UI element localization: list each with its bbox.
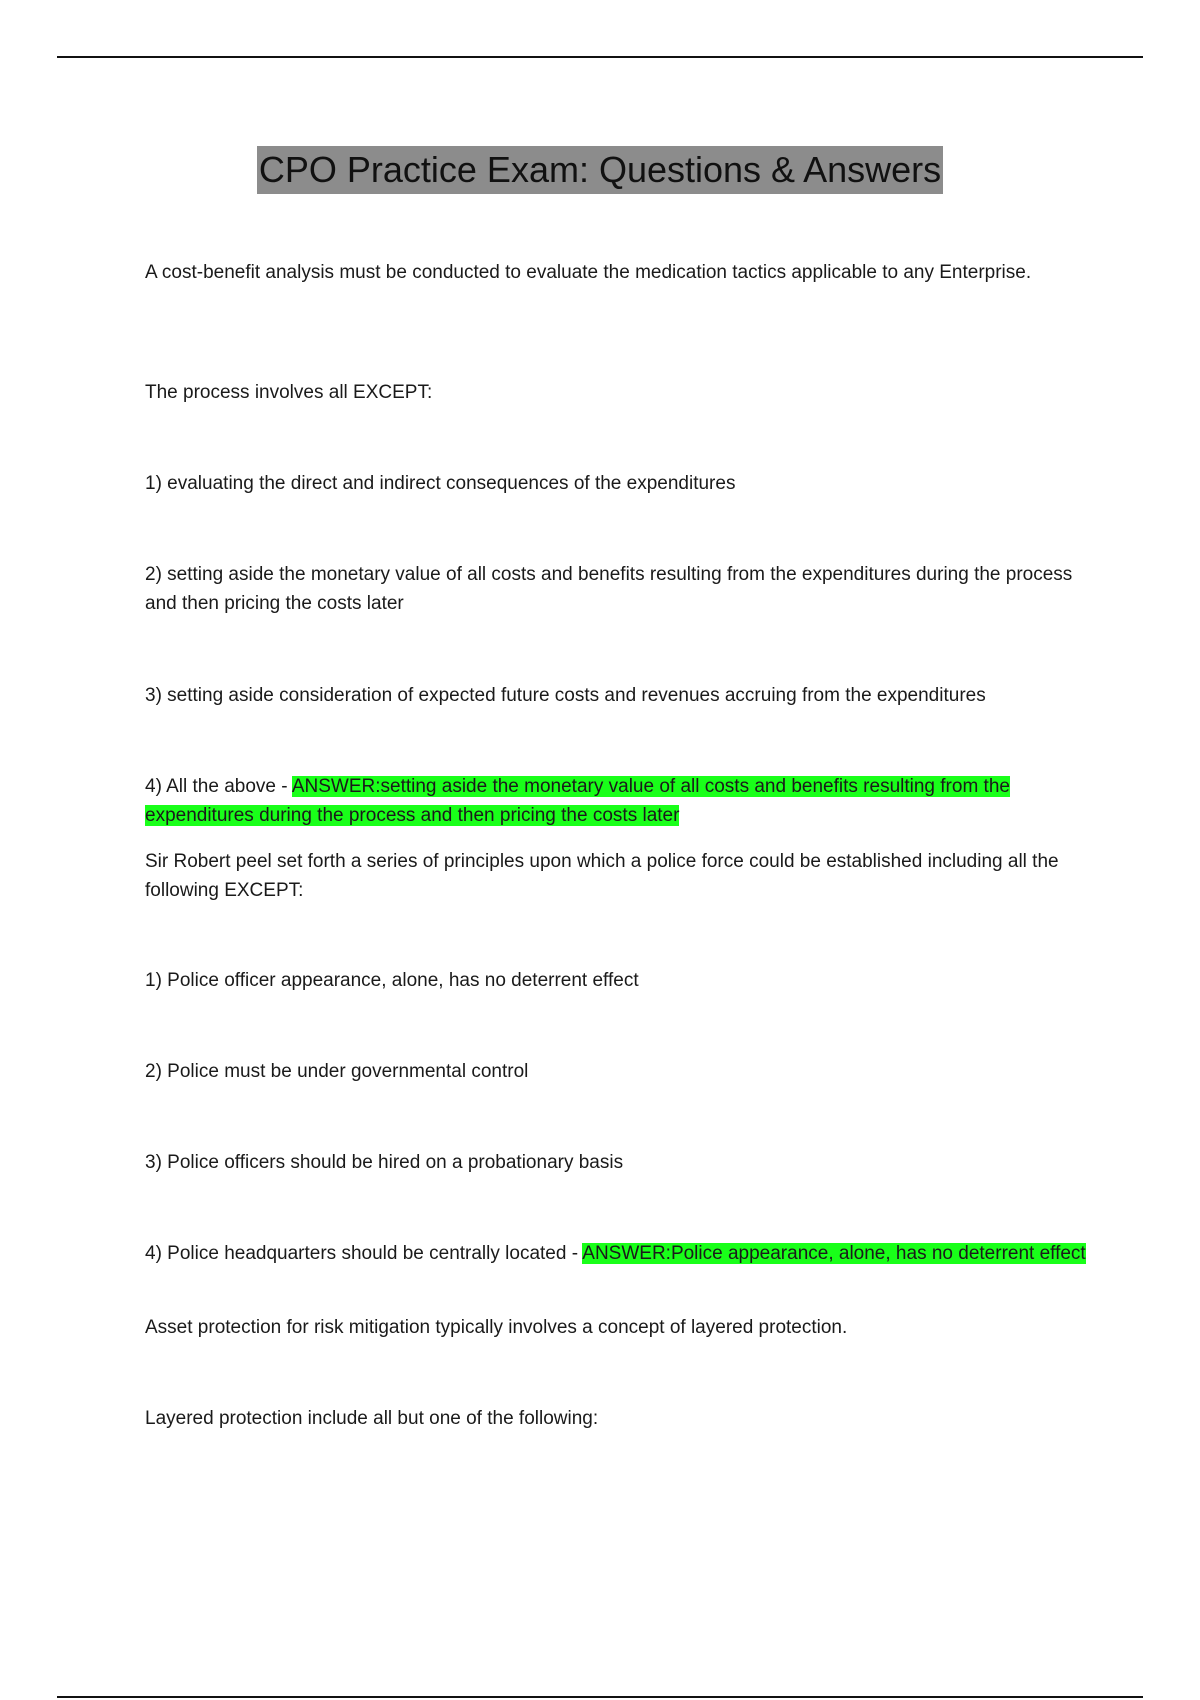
question-2-option-4-text: 4) Police headquarters should be centrally located - [145, 1243, 583, 1264]
question-1-option-2: 2) setting aside the monetary value of all costs and benefits resulting from the expenditures during the process and then pricing the costs later [145, 564, 1073, 614]
top-rule [57, 56, 1143, 58]
document-title: CPO Practice Exam: Questions & Answers [257, 146, 943, 194]
question-2-option-2: 2) Police must be under governmental control [145, 1061, 529, 1082]
question-1-prompt: The process involves all EXCEPT: [145, 382, 433, 403]
question-2-answer-highlight: ANSWER:Police appearance, alone, has no deterrent effect [582, 1243, 1086, 1264]
question-2-option-4 [145, 1239, 1095, 1268]
question-1-answer-highlight: ANSWER:setting aside the monetary value of all costs and benefits resulting from the expenditures during the process and then pricing the costs later [145, 776, 1010, 826]
question-2-option-3: 3) Police officers should be hired on a probationary basis [145, 1152, 624, 1173]
question-2-option-1: 1) Police officer appearance, alone, has no deterrent effect [145, 970, 639, 991]
question-1-option-1: 1) evaluating the direct and indirect consequences of the expenditures [145, 473, 736, 494]
question-1-intro: A cost-benefit analysis must be conducted to evaluate the medication tactics applicable to any Enterprise. [145, 262, 1032, 283]
question-1-option-4-text: 4) All the above - [145, 776, 292, 797]
question-1-option-4 [145, 772, 1095, 830]
title-container [0, 146, 1200, 194]
question-2-prompt: Sir Robert peel set forth a series of principles upon which a police force could be established including all the following EXCEPT: [145, 851, 1059, 901]
question-1-option-3: 3) setting aside consideration of expected future costs and revenues accruing from the expenditures [145, 685, 986, 706]
question-3-intro: Asset protection for risk mitigation typically involves a concept of layered protection. [145, 1317, 848, 1338]
question-3-prompt: Layered protection include all but one of the following: [145, 1408, 599, 1429]
bottom-rule [57, 1696, 1143, 1698]
